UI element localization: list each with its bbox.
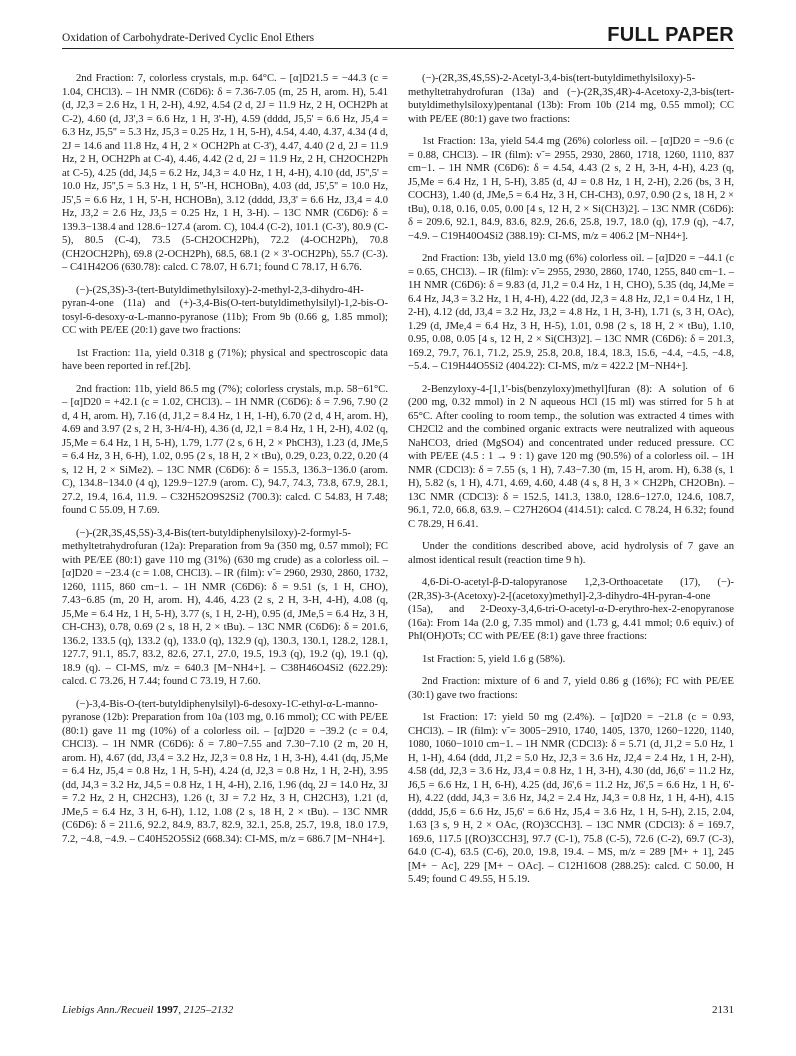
paragraph: 2nd Fraction: mixture of 6 and 7, yield 0.86 g (16%); FC with PE/EE (30:1) gave two fractions:	[408, 676, 734, 701]
paragraph: 2nd fraction: 11b, yield 86.5 mg (7%); colorless crystals, m.p. 58−61°C. – [α]D20 = +42.1 (c = 1.02, CHCl3). – 1H NMR (C6D6): δ = 7.96, 7.90 (2 d, 4 H, arom. H), 7.16 (d, J1,2 = 8.4 Hz, 1 H, 1-H), 6.70 (2 d, 4 H, arom. H), 4.69 and 3.97 (2 s, 2 H, 3-H/4-H), 4.36 (d, J2,1 = 8.4 Hz, 1 H, 2-H), 4.02 (q, J5,Me = 6.4 Hz, 1 H, 5-H), 1.79, 1.77 (2 s, 6 H, 2 × PhCH3), 1.23 (d, JMe,5 = 6.4 Hz, 3 H, 6-H), 1.02, 0.95 (2 s, 18 H, 2 × tBu), 0.29, 0.23, 0.22, 0.20 (4 s, 12 H, 2 × SiMe2). – 13C NMR (C6D6): δ = 155.3, 136.3−136.0 (arom. C), 134.8−134.0 (4 q), 129.9−127.9 (arom. C), 94.7, 74.3, 73.8, 67.9, 28.1, 27.2, 19.4, 16.4, 11.9. – C32H52O9S2Si2 (700.3): calcd. C 54.83, H 7.48; found C 55.09, H 7.69.	[62, 383, 388, 516]
paragraph: (−)-3,4-Bis-O-(tert-butyldiphenylsilyl)-6-desoxy-1C-ethyl-α-L-manno-pyranose (12b): Preparation from 10a (103 mg, 0.16 mmol); CC with PE/EE (80:1) gave 11 mg (10%) of a colorless oil. – [α]D20 = −39.2 (c = 0.4, CHCl3). – 1H NMR (C6D6): δ = 7.80−7.55 and 7.30−7.10 (2 m, 20 H, arom. H), 4.67 (dd, J3,4 = 3.2 Hz, J2,3 = 0.8 Hz, 1 H, 3-H), 4.41 (dq, J5,Me = 6.4 Hz, J5,4 = 0.8 Hz, 1 H, 5-H), 4.24 (d, J2,3 = 0.8 Hz, 1 H, 2-H), 3.95 (dd, J4,3 = 3.2 Hz, J4,5 = 0.8 Hz, 1 H, 4-H), 2.16, 1.96 (dq, 2J = 14.0 Hz, 3J = 7.2 Hz, 2 H, CH2CH3), 1.26 (t, 3J = 7.2 Hz, 3 H, CH2CH3), 1.21 (d, JMe,5 = 6.4 Hz, 3 H, 6-H), 1.12, 1.08 (2 s, 18 H, 2 × tBu). – 13C NMR (C6D6): δ = 211.6, 92.2, 84.9, 83.7, 82.9, 32.1, 25.8, 25.7, 19.8, 18.0 17.9, 7.2, −4.8, −4.9. – C40H52O5Si2 (668.34): CI-MS, m/z = 686.7 [M−NH4+].	[62, 698, 388, 845]
right-column	[408, 72, 734, 896]
page-header	[62, 20, 734, 49]
paragraph: 1st Fraction: 5, yield 1.6 g (58%).	[422, 653, 566, 665]
paragraph: Under the conditions described above, acid hydrolysis of 7 gave an almost identical result (reaction time 9 h).	[408, 541, 734, 566]
paragraph: 1st Fraction: 13a, yield 54.4 mg (26%) colorless oil. – [α]D20 = −9.6 (c = 0.88, CHCl3). – IR (film): ν̃ = 2955, 2930, 2860, 1718, 1260, 1110, 837 cm−1. – 1H NMR (C6D6): δ = 4.54, 4.43 (2 s, 2 H, 3-H, 4-H), 4.23 (q, J5,Me = 6.4 Hz, 1 H, 5-H), 3.85 (d, 4J = 0.8 Hz, 1 H, 2-H), 2.26 (bs, 3 H, COCH3), 1.40 (d, JMe,5 = 6.4 Hz, 3 H, CH-CH3), 0.97, 0.90 (2 s, 18 H, 2 × tBu), 0.18, 0.16, 0.05, 0.00 [4 s, 12 H, 2 × Si(CH3)2]. – 13C NMR (C6D6): δ = 209.6, 92.1, 84.9, 83.6, 82.9, 26.6, 25.8, 19.7, 18.0 (q), 17.9 (q), −4.7, −4.9. – C19H40O4Si2 (388.19): CI-MS, m/z = 406.2 [M−NH4+].	[408, 136, 734, 242]
paragraph: 1st Fraction: 17: yield 50 mg (2.4%). – [α]D20 = −21.8 (c = 0.93, CHCl3). – IR (film): ν̃ = 3005−2910, 1740, 1405, 1370, 1260−1220, 1140, 1080, 1060−1010 cm−1. – 1H NMR (CDCl3): δ = 5.71 (d, J1,2 = 5.0 Hz, 1 H, 1-H), 4.64 (ddd, J1,2 = 5.0 Hz, J2,3 = 3.6 Hz, J2,4 = 2.4 Hz, 1 H, 2-H), 4.58 (dd, J2,3 = 3.6 Hz, J3,4 = 0.8 Hz, 1 H, 3-H), 4.30 (dd, J6,6' = 11.2 Hz, J6,5 = 6.6 Hz, 1 H, 6-H), 4.25 (dd, J6',6 = 11.2 Hz, J6',5 = 6.6 Hz, 1 H, 6'-H), 4.22 (ddd, J4,3 = 3.6 Hz, J4,2 = 2.4 Hz, J4,3 = 0.8 Hz, 1 H, 4-H), 4.15 (dddd, J5,6 = 6.6 Hz, J5,6' = 6.6 Hz, J5,4 = 3.6 Hz, 1 H, 5-H), 2.15, 2.04, 1.63 [3 s, 9 H, 2 × OAc, (RO)3CCH3]. – 13C NMR (CDCl3): δ = 169.7, 169.6, 117.5 [(RO)3CCH3], 97.7 (C-1), 75.8 (C-5), 72.6 (C-2), 69.7 (C-3), 64.0 (C-4), 63.5 (C-6), 20.0, 19.8, 19.4. – MS, m/z = 289 [M+ + 1], 245 [M+ − Ac], 229 [M+ − OAc]. – C12H16O8 (288.25): calcd. C 50.00, H 5.49; found C 49.55, H 5.19.	[408, 712, 734, 885]
paragraph: 2-Benzyloxy-4-[1,1'-bis(benzyloxy)methyl]furan (8): A solution of 6 (200 mg, 0.32 mmol) in 2 N aqueous HCl (15 ml) was stirred for 5 h at 65°C. After cooling to room temp., the solution was extracted 4 times with CH2Cl2 and the combined organic extracts were neutralized with aqueous NaHCO3, dried (MgSO4) and concentrated under reduced pressure. CC with PE/EE (4.5 : 1 → 9 : 1) gave 120 mg (90.5%) of a colorless oil. – 1H NMR (CDCl3): δ = 7.55 (s, 1 H), 7.43−7.30 (m, 15 H, arom. H), 6.38 (s, 1 H), 5.82 (s, 1 H), 4.71, 4.69, 4.60, 4.48 (4 s, 8 H, 3 × CH2Ph, CH2OBn). – 13C NMR (CDCl3): δ = 152.5, 141.3, 138.0, 128.6−127.0, 124.6, 108.7, 96.1, 72.0, 66.8, 63.9. – C27H26O4 (414.51): calcd. C 78.24, H 6.32; found C 78.29, H 6.41.	[408, 383, 734, 530]
page-number: 2131	[712, 1004, 734, 1016]
journal-year: 1997	[156, 1004, 179, 1016]
left-column	[62, 72, 388, 855]
paragraph: 2nd Fraction: 7, colorless crystals, m.p. 64°C. – [α]D21.5 = −44.3 (c = 1.04, CHCl3). – 1H NMR (C6D6): δ = 7.36-7.05 (m, 25 H, arom. H), 5.41 (d, J2,3 = 2.6 Hz, 1 H, 2-H), 4.92, 4.54 (2 d, 2J = 11.9 Hz, 2 H, OCH2Ph at C-2), 4.60 (d, J3',3 = 6.6 Hz, 1 H, 3'-H), 4.59 (dddd, J5,5' = 6.6 Hz, J5,4 = 6.3 Hz, J5,5'' = 5.3 Hz, J5,3 = 0.25 Hz, 1 H, 5-H), 4.54, 4.40, 4.37, 4.34 (4 d, 2J = 14.6 and 11.8 Hz, 4 H, 2 × OCH2Ph at C-3'), 4.47, 4.40 (2 d, 2J = 11.9 Hz, 2 H, OCH2Ph at C-4), 4.46, 4.42 (2 d, 2J = 11.9 Hz, 2 H, CH2OCH2Ph at C-5), 4.25 (dd, J4,5 = 6.2 Hz, J4,3 = 4.0 Hz, 1 H, 4-H), 4.10 (dd, J5'',5' = 10.0 Hz, J5'',5 = 5.3 Hz, 1 H, 5''-H, HCHOBn), 4.03 (dd, J5',5'' = 10.0 Hz, J5',5 = 6.6 Hz, 1 H, 5'-H, HCHOBn), 3.12 (dddd, J3,3' = 6.6 Hz, J3,4 = 4.0 Hz, J3,2 = 2.6 Hz, J3,5 = 0.25 Hz, 1 H, 3-H). – 13C NMR (C6D6): δ = 139.3−138.4 and 128.6−127.4 (arom. C), 104.4 (C-2), 101.1 (C-3'), 80.9 (C-5), 80.5 (C-4), 73.5 (5-CH2OCH2Ph), 72.2 (4-OCH2Ph), 70.8 (CH2OCH2Ph), 69.8 (2-OCH2Ph), 68.5, 68.1 (2 × 3'-OCH2Ph), 55.7 (C-3). – C41H42O6 (630.78): calcd. C 78.07, H 6.71; found C 78.17, H 6.76.	[62, 73, 388, 273]
page-footer	[62, 1004, 734, 1020]
paragraph: (−)-(2R,3S,4S,5S)-2-Acetyl-3,4-bis(tert-butyldimethylsiloxy)-5-methyltetrahydrofuran (13a) and (−)-(2R,3S,4R)-4-Acetoxy-2,3-bis(tert-butyldimethylsiloxy)pentanal (13b): From 10b (214 mg, 0.55 mmol); CC with PE/EE (80:1) gave two fractions:	[408, 73, 734, 125]
paragraph: 4,6-Di-O-acetyl-β-D-talopyranose 1,2,3-Orthoacetate (17), (−)-(2R,3S)-3-(Acetoxy)-2-[(acetoxy)methyl]-2,3-dihydro-4H-pyran-4-one (15a), and 2-Deoxy-3,4,6-tri-O-acetyl-α-D-erythro-hex-2-enopyranose (16a): From 14a (2.0 g, 7.35 mmol) and (1.73 g, 4.41 mmol; 0.6 equiv.) of PhI(OH)OTs; CC with PE/EE (8:1) gave three fractions:	[408, 577, 734, 642]
paragraph: (−)-(2R,3S,4S,5S)-3,4-Bis(tert-butyldiphenylsiloxy)-2-formyl-5-methyltetrahydrofuran (12a): Preparation from 9a (350 mg, 0.57 mmol); FC with PE/EE (80:1) gave 110 mg (31%) (630 mg crude) as a colorless oil. – [α]D20 = −23.4 (c = 1.08, CHCl3). – IR (film): ν̃ = 2960, 2930, 2860, 1732, 1260, 1115, 860 cm−1. – 1H NMR (C6D6): δ = 9.51 (s, 1 H, CHO), 7.43−6.85 (m, 20 H, arom. H), 4.46, 4.23 (2 s, 2 H, 3-H, 4-H), 4.08 (q, J5,Me = 6.4 Hz, 1 H, 5-H), 3.77 (s, 1 H, 2-H), 0.95 (d, JMe,5 = 6.4 Hz, 3 H, CH-CH3), 0.78, 0.69 (2 s, 18 H, 2 × tBu). – 13C NMR (C6D6): δ = 201.6, 136.2, 133.5 (q), 133.2 (q), 133.0 (q), 132.9 (q), 130.3, 130.1, 128.2, 128.1, 127.7, 91.1, 85.7, 83.2, 82.6, 27.1, 27.0, 19.5, 19.3 (q), 19.2 (q), 19.1 (q), 18.9 (q). – CI-MS, m/z = 640.3 [M−NH4+]. – C38H46O4Si2 (622.29): calcd. C 73.26, H 7.44; found C 73.19, H 7.60.	[62, 527, 388, 687]
journal-name: Liebigs Ann./Recueil	[62, 1004, 154, 1016]
paragraph: 2nd Fraction: 13b, yield 13.0 mg (6%) colorless oil. – [α]D20 = −44.1 (c = 0.65, CHCl3). – IR (film): ν̃ = 2955, 2930, 2860, 1740, 1255, 840 cm−1. – 1H NMR (C6D6): δ = 9.83 (d, J1,2 = 0.4 Hz, 1 H, CHO), 5.35 (dq, J4,Me = 6.4 Hz, J4,3 = 3.2 Hz, 1 H, 4-H), 4.22 (dd, J2,3 = 4.8 Hz, J2,1 = 0.4 Hz, 1 H, 2-H), 4.12 (dd, J3,4 = 3.2 Hz, J3,2 = 4.8 Hz, 1 H, 3-H), 1.71 (s, 3 H, OAc), 1.29 (d, JMe,4 = 6.4 Hz, 3 H, H-5), 1.01, 0.98 (2 s, 18 H, 2 × tBu), 1.10, 0.95, 0.08, 0.05 [4 s, 12 H, 2 × Si(CH3)2]. – 13C NMR (C6D6): δ = 201.3, 169.2, 79.7, 76.1, 71.2, 25.9, 25.8, 20.8, 18.4, 18.3, 15.6, −4.4, −4.5, −4.8, −5.4. – C19H44O5Si2 (404.22): CI-MS, m/z = 422.2 [M−NH4+].	[408, 253, 734, 372]
paragraph: 1st Fraction: 11a, yield 0.318 g (71%); physical and spectroscopic data have been reported in ref.[2b].	[62, 347, 388, 372]
journal-pages: , 2125–2132	[178, 1004, 234, 1016]
section-label: FULL PAPER	[607, 24, 734, 46]
paragraph: (−)-(2S,3S)-3-(tert-Butyldimethylsiloxy)-2-methyl-2,3-dihydro-4H-pyran-4-one (11a) and (+)-3,4-Bis(O-tert-butyldimethylsilyl)-1,2-bis-O-tosyl-6-desoxy-α-L-manno-pyranose (11b); From 9b (0.66 g, 1.85 mmol); CC with PE/EE (20:1) gave two fractions:	[62, 284, 388, 336]
running-title: Oxidation of Carbohydrate-Derived Cyclic Enol Ethers	[62, 32, 315, 44]
journal-citation	[62, 1004, 233, 1016]
